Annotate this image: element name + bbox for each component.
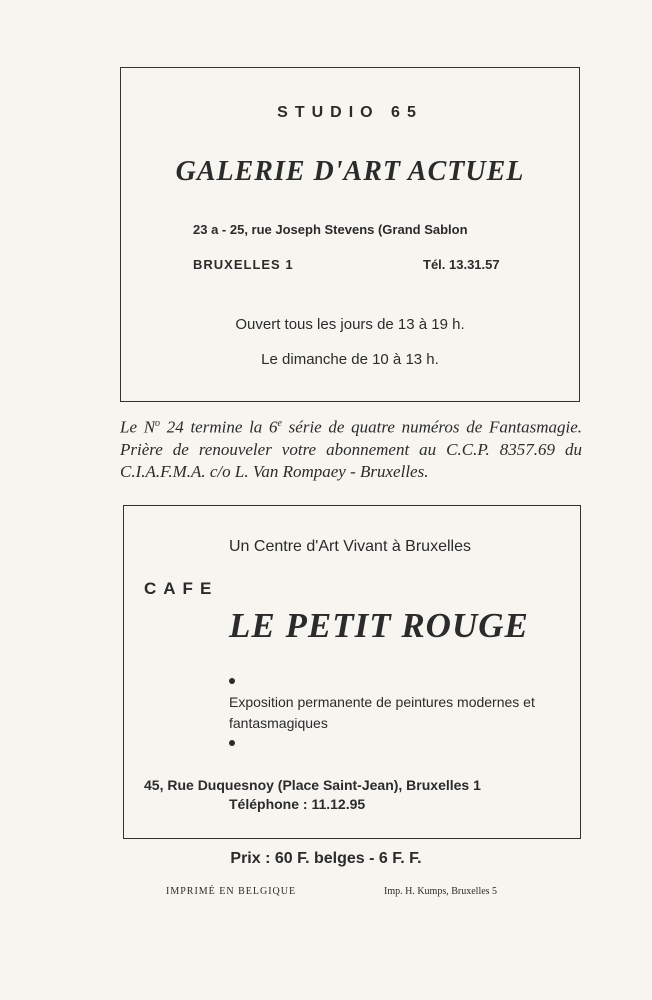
- cafe-phone: Téléphone : 11.12.95: [229, 796, 366, 812]
- cafe-tagline: Un Centre d'Art Vivant à Bruxelles: [229, 538, 471, 555]
- price-line: Prix : 60 F. belges - 6 F. F.: [230, 850, 422, 867]
- gallery-title: GALERIE D'ART ACTUEL: [175, 156, 525, 187]
- gallery-address: 23 a - 25, rue Joseph Stevens (Grand Sablon: [193, 222, 468, 237]
- notice-number-prefix: Le N: [120, 417, 156, 437]
- gallery-city: BRUXELLES 1: [193, 257, 294, 272]
- cafe-address: 45, Rue Duquesnoy (Place Saint-Jean), Bruxelles 1: [144, 777, 481, 793]
- bullet-dot: [229, 678, 235, 684]
- printed-in-label: IMPRIMÉ EN BELGIQUE: [166, 886, 297, 897]
- notice-number-superscript: o: [155, 418, 161, 429]
- notice-series-superscript: e: [277, 418, 282, 429]
- bullet-dot: [229, 740, 235, 746]
- opening-hours-weekday: Ouvert tous les jours de 13 à 19 h.: [235, 316, 465, 333]
- cafe-name: LE PETIT ROUGE: [229, 606, 529, 645]
- printer-credit: Imp. H. Kumps, Bruxelles 5: [384, 886, 498, 897]
- cafe-label: CAFE: [144, 579, 219, 598]
- notice-number-rest: 24 termine la 6: [160, 417, 278, 437]
- opening-hours-sunday: Le dimanche de 10 à 13 h.: [261, 351, 439, 368]
- notice-text: série de quatre numéros de Fantasmagie. Prière de renouveler votre abonnement au C.C.P. 8357.69 du C.I.A.F.M.A. c/o L. Van Rompaey - Bruxelles.: [120, 417, 583, 481]
- cafe-exhibition-text: Exposition permanente de peintures modernes et fantasmagiques: [229, 694, 535, 731]
- gallery-phone: Tél. 13.31.57: [423, 257, 500, 272]
- subscription-notice: [120, 413, 582, 483]
- studio-heading: STUDIO 65: [277, 104, 423, 121]
- studio-65-advertisement: [120, 67, 580, 402]
- cafe-advertisement: [123, 505, 581, 839]
